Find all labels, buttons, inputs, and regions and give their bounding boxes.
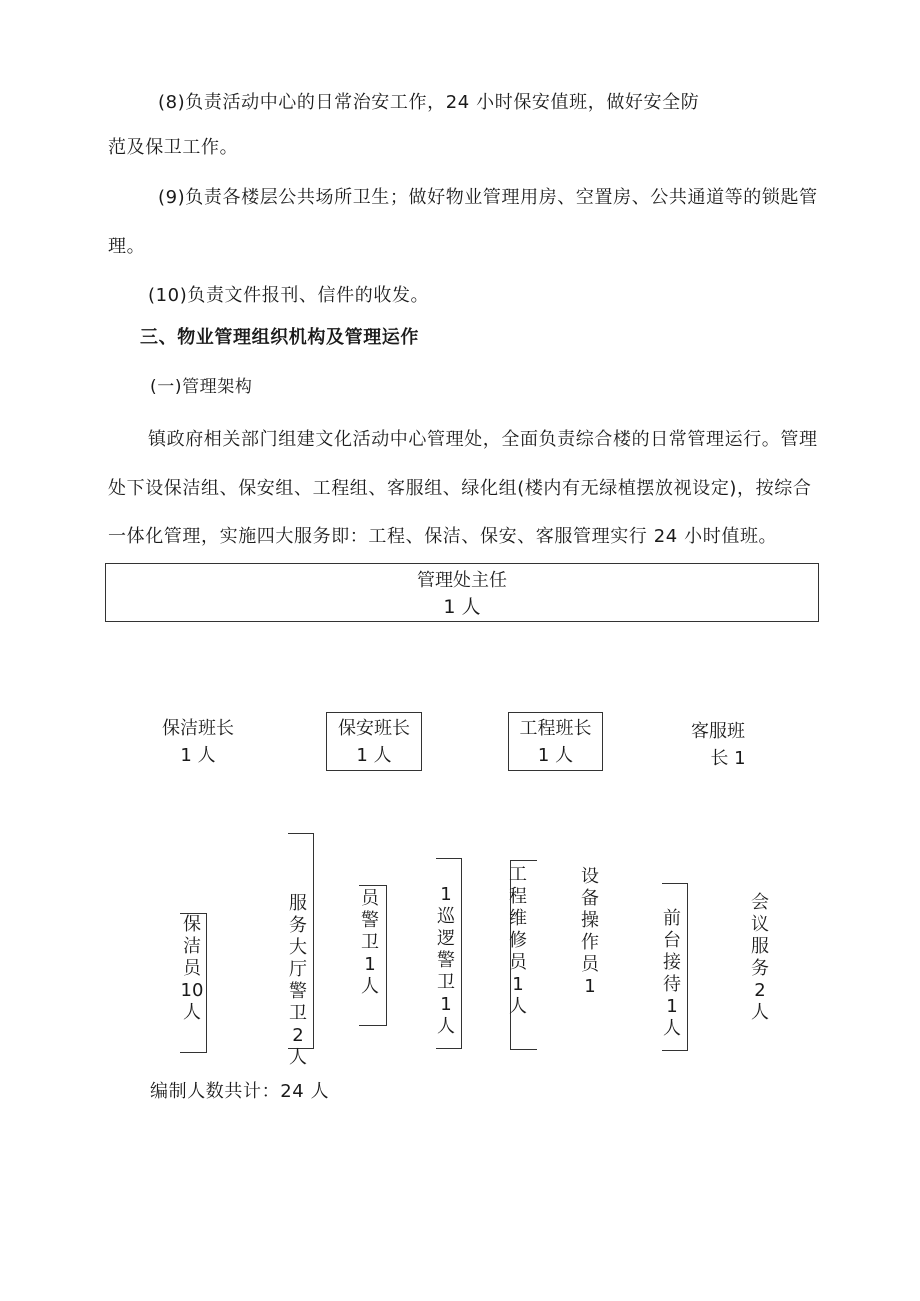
body-line2: 处下设保洁组、保安组、工程组、客服组、绿化组(楼内有无绿植摆放视设定)，按综合 xyxy=(108,478,812,499)
cleaning-leader-count: 1 人 xyxy=(180,745,216,766)
para-8-line1: (8)负责活动中心的日常治安工作，24 小时保安值班，做好安全防 xyxy=(158,92,700,113)
engineering-leader-count: 1 人 xyxy=(537,745,574,766)
equipment-operator-staff: 设备操作员1 xyxy=(581,866,599,997)
security-leader-count: 1 人 xyxy=(356,745,392,766)
maintenance-staff: 工程维修员1人 xyxy=(509,864,527,1017)
body-line1: 镇政府相关部门组建文化活动中心管理处，全面负责综合楼的日常管理运行。管理 xyxy=(148,429,818,450)
para-10: (10)负责文件报刊、信件的收发。 xyxy=(148,285,430,306)
security-leader-title: 保安班长 xyxy=(338,718,410,739)
section-heading: 三、物业管理组织机构及管理运作 xyxy=(140,327,419,348)
lobby-guard-staff: 服务大厅警卫2人 xyxy=(289,893,307,1068)
meeting-service-staff: 会议服务2人 xyxy=(751,892,769,1023)
security-leader-box xyxy=(326,712,422,771)
service-leader xyxy=(685,718,751,772)
body-line3: 一体化管理，实施四大服务即：工程、保洁、保安、客服管理实行 24 小时值班。 xyxy=(108,526,778,547)
staff-total: 编制人数共计：24 人 xyxy=(150,1081,330,1102)
para-8-line2: 范及保卫工作。 xyxy=(108,137,239,158)
engineering-leader-title: 工程班长 xyxy=(519,718,592,739)
director-count: 1 人 xyxy=(443,596,481,618)
director-title: 管理处主任 xyxy=(417,570,507,591)
service-leader-count: 长 1 xyxy=(710,748,746,769)
cleaning-leader xyxy=(150,715,246,769)
guard-staff: 员警卫1人 xyxy=(361,888,379,997)
director-box xyxy=(105,563,819,622)
section-subheading: (一)管理架构 xyxy=(150,377,253,397)
para-9-line2: 理。 xyxy=(108,236,146,257)
cleaning-staff: 保洁员10人 xyxy=(180,914,204,1023)
patrol-guard-staff: 1巡逻警卫1人 xyxy=(437,884,455,1037)
para-9-line1: (9)负责各楼层公共场所卫生；做好物业管理用房、空置房、公共通道等的锁匙管 xyxy=(158,187,818,208)
reception-staff: 前台接待1人 xyxy=(663,908,681,1039)
engineering-leader-box xyxy=(508,712,603,771)
service-leader-title: 客服班 xyxy=(691,721,745,742)
cleaning-leader-title: 保洁班长 xyxy=(162,718,234,739)
